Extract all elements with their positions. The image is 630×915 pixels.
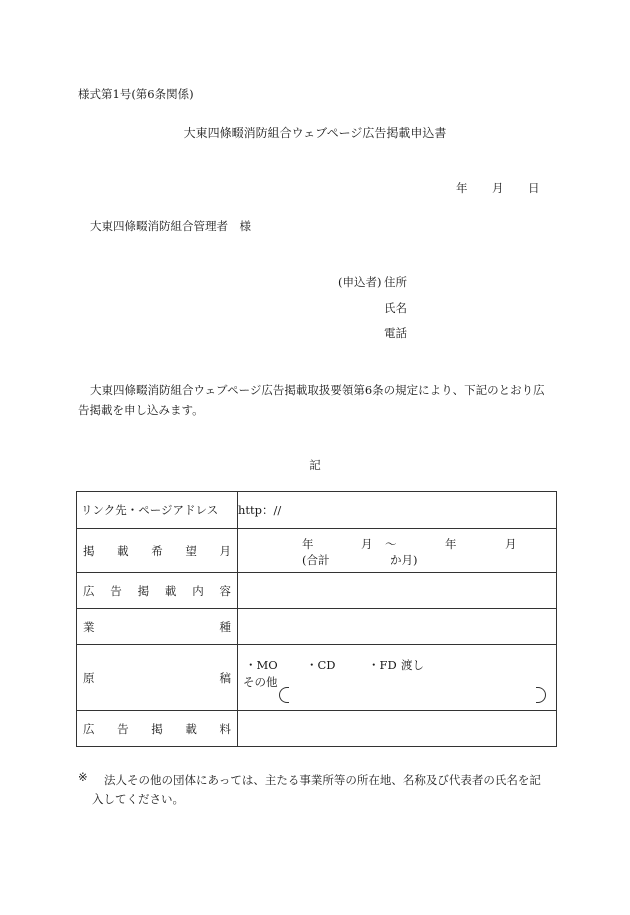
link-value[interactable]: http：// <box>238 492 557 529</box>
document-title: 大東四條畷消防組合ウェブページ広告掲載申込書 <box>183 126 447 140</box>
label-char: 内 <box>192 583 204 598</box>
table-row-manuscript <box>77 645 557 711</box>
from-year: 年 <box>302 536 314 551</box>
table-row-content <box>77 573 557 609</box>
label-char: 希 <box>151 543 163 558</box>
option-other[interactable]: その他 <box>243 674 278 689</box>
content-label <box>77 573 238 609</box>
applicant-name-label: 氏名 <box>384 301 407 315</box>
applicant-address-label: 住所 <box>384 275 407 289</box>
label-char: 広 <box>83 721 95 736</box>
label-char: 広 <box>83 583 95 598</box>
table-row-link <box>77 492 557 529</box>
note-mark: ※ <box>78 770 88 784</box>
option-handover: 渡し <box>401 657 424 672</box>
total-prefix: (合計 <box>302 552 330 567</box>
application-table <box>76 491 557 747</box>
table-row-period <box>77 529 557 573</box>
other-left-bracket <box>279 687 289 703</box>
label-char: 告 <box>110 583 122 598</box>
from-month: 月 <box>361 536 373 551</box>
industry-value[interactable] <box>238 609 557 645</box>
body-text: 大東四條畷消防組合ウェブページ広告掲載取扱要領第6条の規定により、下記のとおり広告掲載を申し込みます。 <box>78 383 545 417</box>
label-char: 掲 <box>83 543 95 558</box>
label-char: 稿 <box>219 670 231 685</box>
tilde: 〜 <box>385 536 397 551</box>
label-char: 告 <box>117 721 129 736</box>
option-cd[interactable]: ・CD <box>306 657 336 672</box>
applicant-label: (申込者) <box>338 275 382 289</box>
form-number: 様式第1号(第6条関係) <box>78 87 194 101</box>
date-day: 日 <box>528 181 540 195</box>
label-char: 載 <box>164 583 177 598</box>
ki-heading: 記 <box>309 458 321 472</box>
period-label <box>77 529 238 573</box>
table-row-industry <box>77 609 557 645</box>
to-year: 年 <box>445 536 457 551</box>
label-char: 望 <box>185 543 197 558</box>
manuscript-label <box>77 645 238 711</box>
date-year: 年 <box>456 181 468 195</box>
label-char: 料 <box>219 721 231 736</box>
total-suffix: か月) <box>390 552 418 567</box>
label-char: 月 <box>219 543 231 558</box>
option-mo[interactable]: ・MO <box>245 657 278 672</box>
fee-label <box>77 711 238 747</box>
label-char: 種 <box>219 619 231 634</box>
note-line-2: 入してください。 <box>92 792 184 806</box>
note-line-1: 法人その他の団体にあっては、主たる事業所等の所在地、名称及び代表者の氏名を記 <box>104 773 541 787</box>
applicant-phone-label: 電話 <box>384 326 407 340</box>
option-fd[interactable]: ・FD <box>368 657 397 672</box>
label-char: 掲 <box>151 721 163 736</box>
label-char: 掲 <box>137 583 150 598</box>
link-label: リンク先・ページアドレス <box>77 492 238 529</box>
label-char: 載 <box>185 721 197 736</box>
content-value[interactable] <box>238 573 557 609</box>
period-value[interactable] <box>238 529 557 573</box>
label-char: 原 <box>83 670 95 685</box>
date-month: 月 <box>492 181 504 195</box>
to-month: 月 <box>505 536 517 551</box>
label-char: 容 <box>219 583 231 598</box>
table-row-fee <box>77 711 557 747</box>
fee-value[interactable] <box>238 711 557 747</box>
label-char: 載 <box>117 543 129 558</box>
label-char: 業 <box>83 619 95 634</box>
addressee: 大東四條畷消防組合管理者 様 <box>90 219 251 233</box>
industry-label <box>77 609 238 645</box>
